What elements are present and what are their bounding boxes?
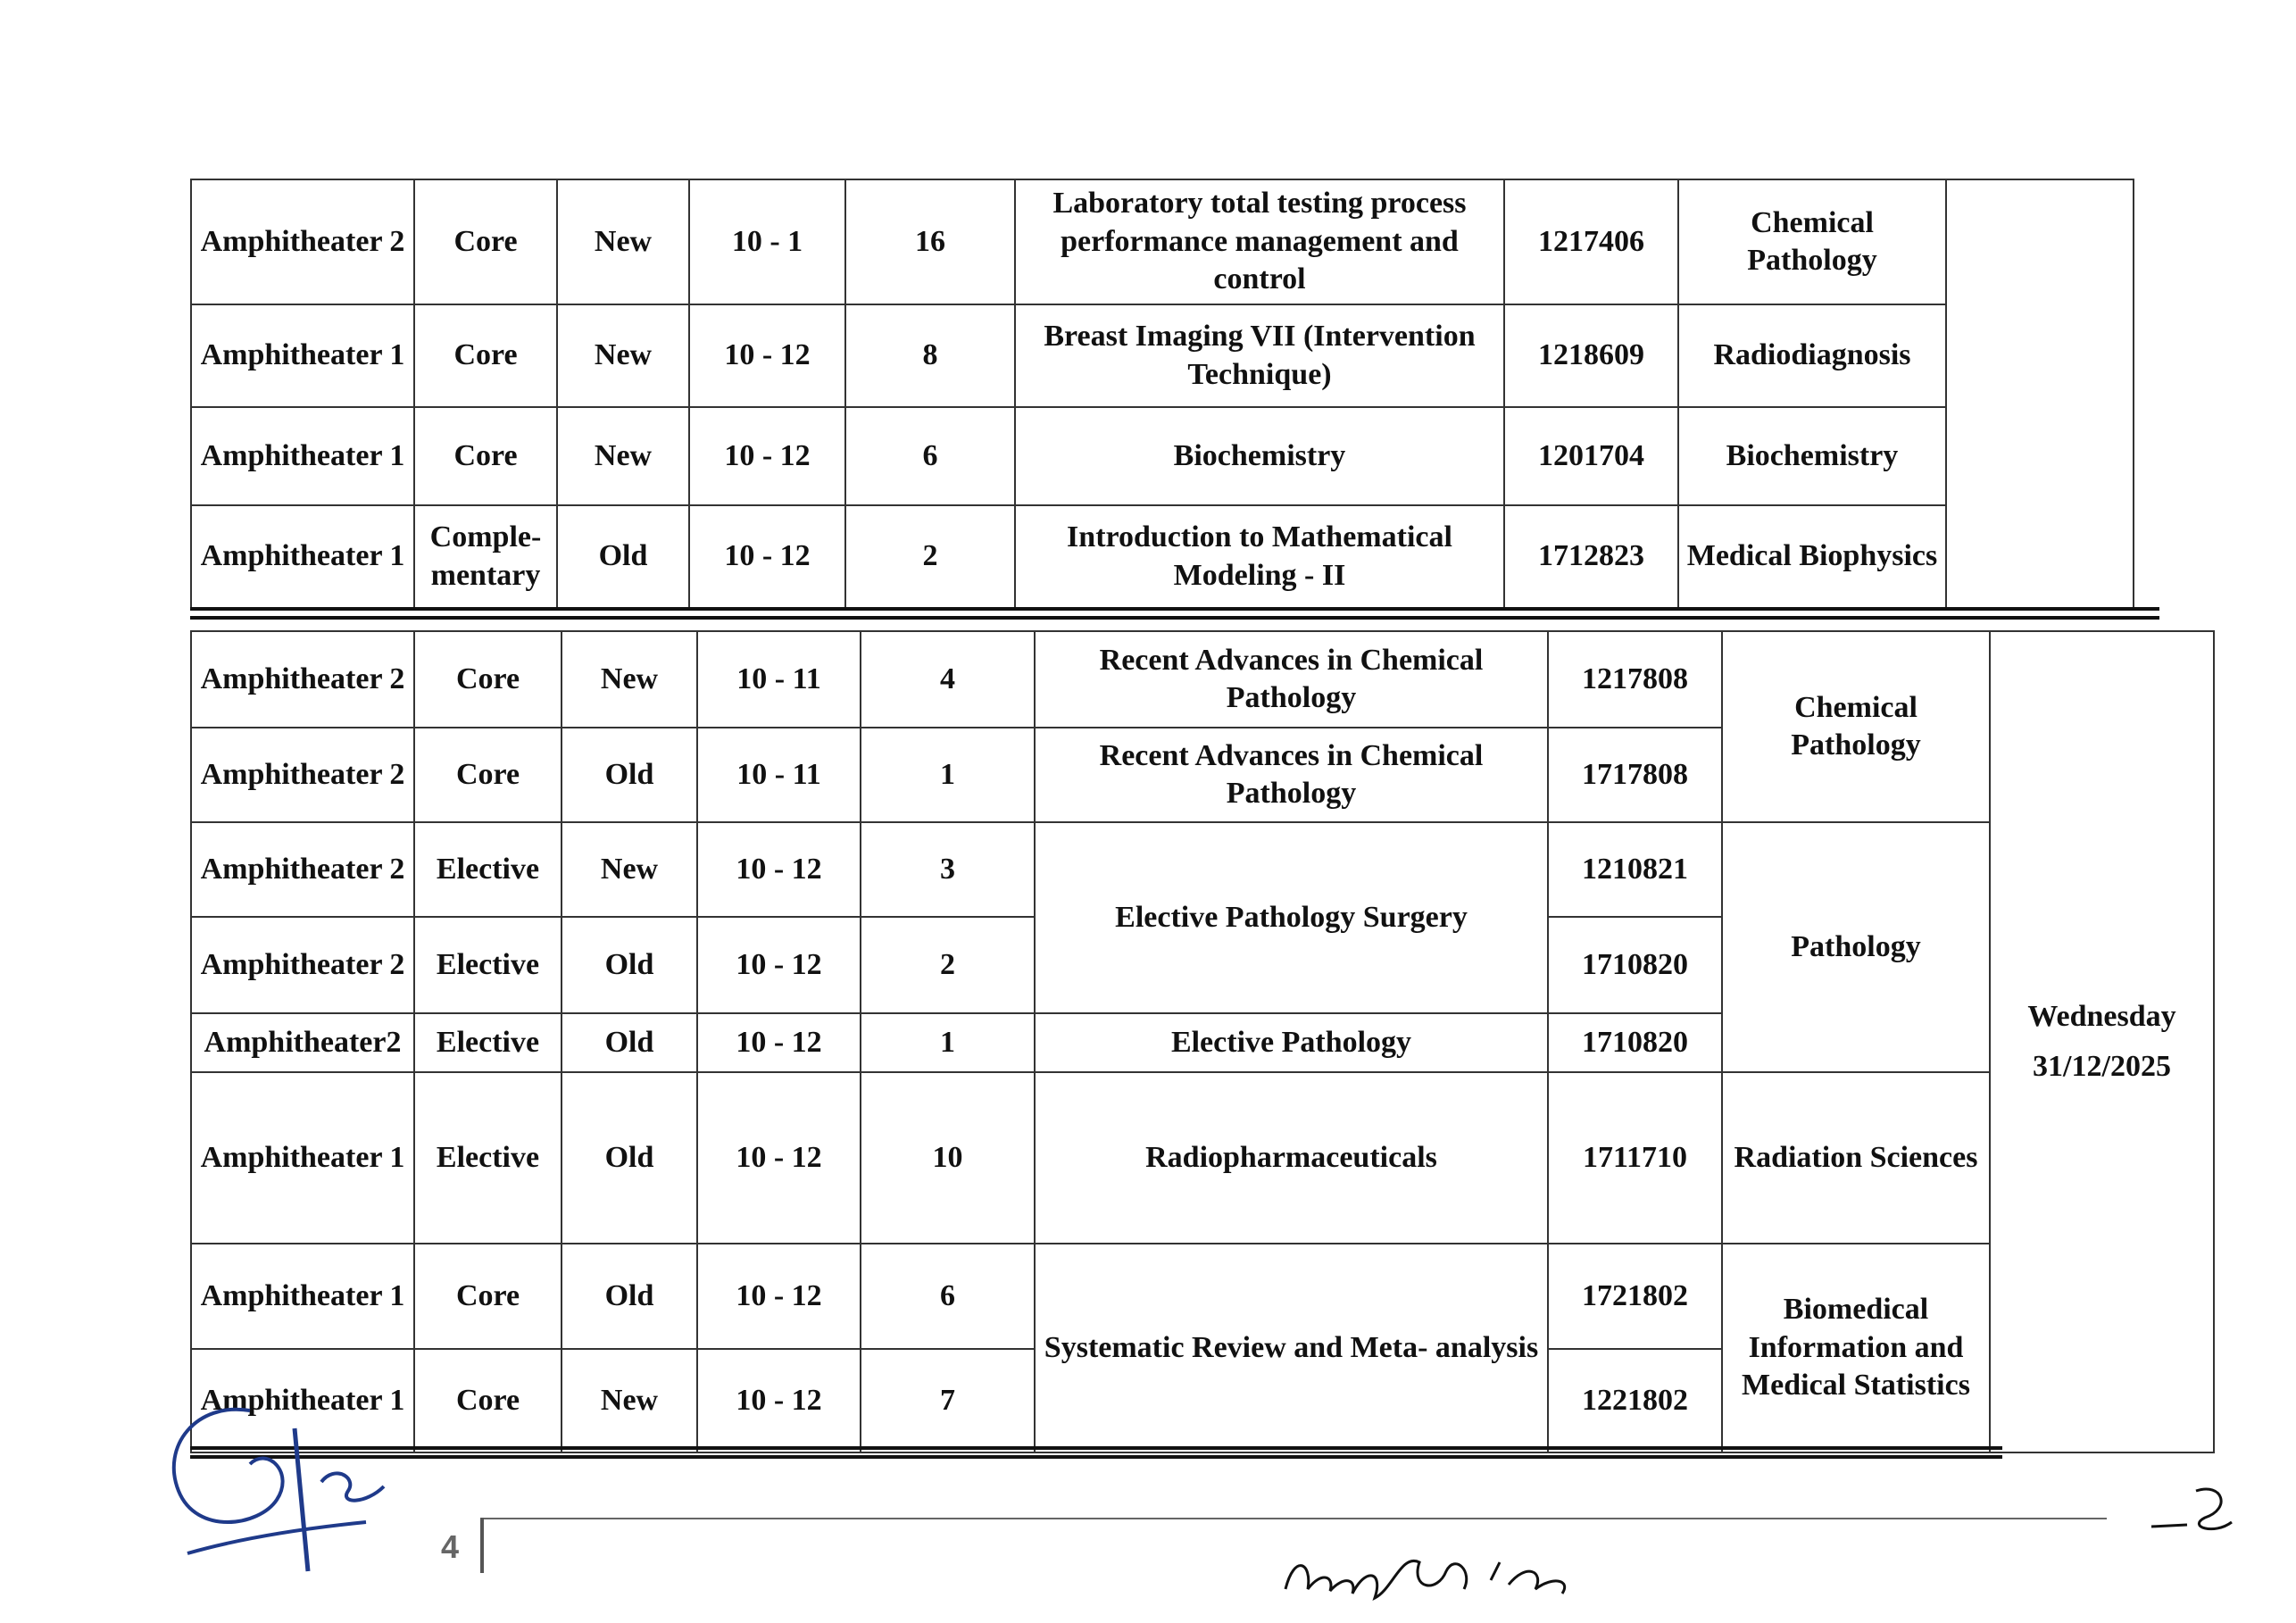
- course-cell: Biochemistry: [1015, 407, 1504, 505]
- time-cell: 10 - 12: [697, 1013, 861, 1072]
- department-cell: Medical Biophysics: [1678, 505, 1946, 608]
- regulation-cell: Old: [562, 1072, 697, 1244]
- department-cell: Chemical Pathology: [1678, 179, 1946, 304]
- regulation-cell: Old: [562, 917, 697, 1013]
- day-cell: [1990, 631, 2214, 1452]
- type-cell: Elective: [414, 822, 562, 917]
- course-cell: Introduction to Mathematical Modeling - II: [1015, 505, 1504, 608]
- time-cell: 10 - 12: [697, 1244, 861, 1349]
- day-cell-empty: [1946, 179, 2134, 608]
- code-cell: 1710820: [1548, 917, 1722, 1013]
- code-cell: 1717808: [1548, 728, 1722, 822]
- signature-center-icon: [1268, 1536, 1607, 1616]
- code-cell: 1218609: [1504, 304, 1678, 407]
- students-cell: 1: [861, 728, 1035, 822]
- time-cell: 10 - 12: [689, 304, 845, 407]
- code-cell: 1210821: [1548, 822, 1722, 917]
- code-cell: 1217406: [1504, 179, 1678, 304]
- code-cell: 1712823: [1504, 505, 1678, 608]
- department-cell: Chemical Pathology: [1722, 631, 1990, 822]
- course-cell: Radiopharmaceuticals: [1035, 1072, 1548, 1244]
- table-row: [191, 1072, 2214, 1244]
- schedule-table-2: [190, 630, 2215, 1453]
- table-row: [191, 631, 2214, 728]
- time-cell: 10 - 12: [697, 1072, 861, 1244]
- section-divider: [190, 607, 2159, 620]
- department-cell: Biochemistry: [1678, 407, 1946, 505]
- students-cell: 2: [861, 917, 1035, 1013]
- students-cell: 4: [861, 631, 1035, 728]
- type-cell: Comple- mentary: [414, 505, 557, 608]
- table-row: [191, 304, 2134, 407]
- type-cell: Core: [414, 728, 562, 822]
- table-row: [191, 822, 2214, 917]
- hall-cell: Amphitheater 2: [191, 631, 414, 728]
- time-cell: 10 - 1: [689, 179, 845, 304]
- hall-cell: Amphitheater 2: [191, 179, 414, 304]
- course-cell: Recent Advances in Chemical Pathology: [1035, 728, 1548, 822]
- section-divider: [190, 1446, 2002, 1459]
- regulation-cell: Old: [562, 1013, 697, 1072]
- code-cell: 1217808: [1548, 631, 1722, 728]
- hall-cell: Amphitheater 1: [191, 304, 414, 407]
- regulation-cell: New: [557, 407, 689, 505]
- table-row: [191, 1244, 2214, 1349]
- time-cell: 10 - 12: [689, 505, 845, 608]
- hall-cell: Amphitheater 1: [191, 505, 414, 608]
- course-cell: Breast Imaging VII (Intervention Technique): [1015, 304, 1504, 407]
- type-cell: Core: [414, 179, 557, 304]
- type-cell: Elective: [414, 1013, 562, 1072]
- time-cell: 10 - 12: [697, 822, 861, 917]
- type-cell: Elective: [414, 917, 562, 1013]
- signature-right-icon: [2134, 1473, 2250, 1553]
- students-cell: 7: [861, 1349, 1035, 1452]
- regulation-cell: New: [562, 631, 697, 728]
- type-cell: Core: [414, 1349, 562, 1452]
- time-cell: 10 - 12: [697, 1349, 861, 1452]
- time-cell: 10 - 12: [689, 407, 845, 505]
- students-cell: 1: [861, 1013, 1035, 1072]
- hall-cell: Amphitheater 2: [191, 728, 414, 822]
- type-cell: Core: [414, 304, 557, 407]
- students-cell: 3: [861, 822, 1035, 917]
- time-cell: 10 - 11: [697, 728, 861, 822]
- regulation-cell: New: [557, 304, 689, 407]
- hall-cell: Amphitheater 1: [191, 1072, 414, 1244]
- course-cell: Elective Pathology: [1035, 1013, 1548, 1072]
- type-cell: Core: [414, 407, 557, 505]
- students-cell: 10: [861, 1072, 1035, 1244]
- department-cell: Radiodiagnosis: [1678, 304, 1946, 407]
- hall-cell: Amphitheater 1: [191, 1244, 414, 1349]
- hall-cell: Amphitheater2: [191, 1013, 414, 1072]
- regulation-cell: Old: [562, 1244, 697, 1349]
- regulation-cell: New: [562, 1349, 697, 1452]
- type-cell: Core: [414, 1244, 562, 1349]
- course-cell: Elective Pathology Surgery: [1035, 822, 1548, 1013]
- footer-rule: [482, 1518, 2107, 1519]
- regulation-cell: Old: [562, 728, 697, 822]
- footer-tick: [480, 1518, 484, 1573]
- regulation-cell: Old: [557, 505, 689, 608]
- time-cell: 10 - 11: [697, 631, 861, 728]
- course-cell: Systematic Review and Meta- analysis: [1035, 1244, 1548, 1452]
- code-cell: 1221802: [1548, 1349, 1722, 1452]
- schedule-table-1: [190, 179, 2134, 609]
- date-label: 31/12/2025: [2033, 1050, 2171, 1083]
- hall-cell: Amphitheater 1: [191, 1349, 414, 1452]
- students-cell: 8: [845, 304, 1015, 407]
- table-row: [191, 505, 2134, 608]
- course-cell: Laboratory total testing process performance management and control: [1015, 179, 1504, 304]
- hall-cell: Amphitheater 2: [191, 917, 414, 1013]
- code-cell: 1201704: [1504, 407, 1678, 505]
- hall-cell: Amphitheater 2: [191, 822, 414, 917]
- day-label: Wednesday: [2027, 999, 2176, 1033]
- hall-cell: Amphitheater 1: [191, 407, 414, 505]
- code-cell: 1721802: [1548, 1244, 1722, 1349]
- students-cell: 2: [845, 505, 1015, 608]
- table-row: [191, 407, 2134, 505]
- type-cell: Elective: [414, 1072, 562, 1244]
- code-cell: 1710820: [1548, 1013, 1722, 1072]
- department-cell: Pathology: [1722, 822, 1990, 1072]
- code-cell: 1711710: [1548, 1072, 1722, 1244]
- students-cell: 6: [845, 407, 1015, 505]
- table-row: [191, 179, 2134, 304]
- time-cell: 10 - 12: [697, 917, 861, 1013]
- signature-left-icon: [143, 1393, 411, 1589]
- type-cell: Core: [414, 631, 562, 728]
- regulation-cell: New: [557, 179, 689, 304]
- course-cell: Recent Advances in Chemical Pathology: [1035, 631, 1548, 728]
- students-cell: 16: [845, 179, 1015, 304]
- students-cell: 6: [861, 1244, 1035, 1349]
- page-number: 4: [441, 1528, 460, 1565]
- department-cell: Biomedical Information and Medical Statistics: [1722, 1244, 1990, 1452]
- department-cell: Radiation Sciences: [1722, 1072, 1990, 1244]
- regulation-cell: New: [562, 822, 697, 917]
